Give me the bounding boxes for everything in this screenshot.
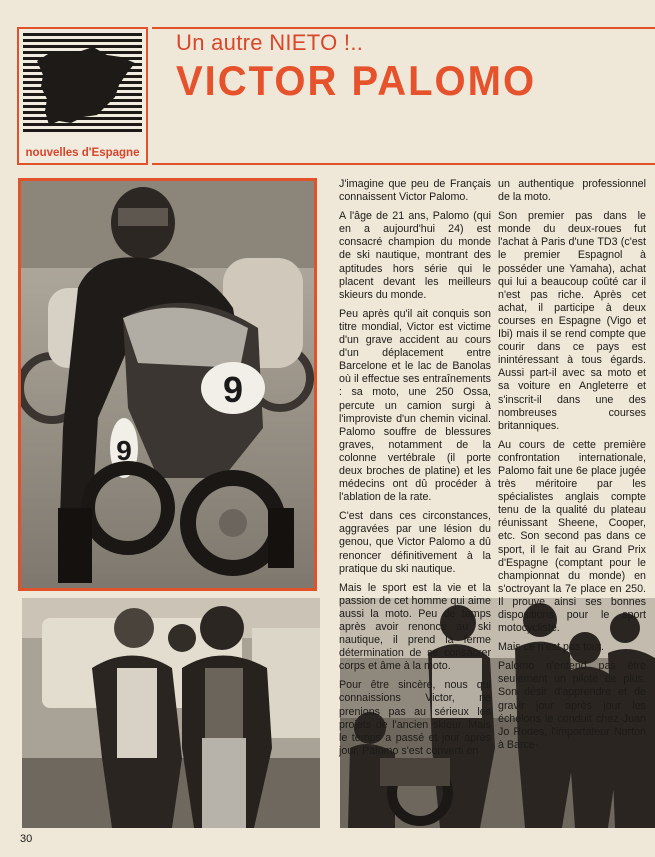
article-column-1 — [339, 178, 491, 764]
race-number-plate: 9 — [222, 369, 244, 410]
paragraph: Palomo n'entend pas être seulement un pilote de plus. Son désir d'apprendre et de gravir jour après jour les échelons le conduit chez Juan Jo Rodes, l'importateur Norton à Barce- — [498, 660, 646, 751]
paragraph: Mais le sport est la vie et la passion de cet homme qui aime aussi la moto. Peu de temps après avoir renoncé au ski nautique, il prend la ferme détermination de se consacrer corps et âme à la moto. — [339, 581, 491, 673]
section-logo — [17, 27, 148, 165]
logo-stripes — [23, 33, 142, 135]
article-kicker: Un autre NIETO !.. — [176, 30, 364, 55]
paragraph: Son premier pas dans le monde du deux-roues fut l'achat à Paris d'une TD3 (c'est le premier Espagnol à posséder une Yamaha), achat qui lui a beaucoup coûté car il n'est pas riche. Après cet achat, il participe à deux courses en Espagne (Vigo et Ibi) mais il se rend compte que courir dans ce pays est inintéressant à tous égards. Aussi part-il avec sa moto et sa voiture en Angleterre et s'inscrit-il dans une des nombreuses courses britanniques. — [498, 210, 646, 432]
paragraph: C'est dans ces circonstances, aggravées par une lésion du genou, que Victor Palomo a dû renoncer définitivement à la pratique du ski nautique. — [339, 510, 491, 575]
paragraph: A l'âge de 21 ans, Palomo (qui en a aujourd'hui 24) est consacré champion du monde de ski nautique, montrant des aptitudes hors série qui le placent devant les meilleurs skieurs du monde. — [339, 210, 491, 301]
paragraph: Au cours de cette première confrontation internationale, Palomo fait une 6e place jugée très méritoire par les spécialistes anglais compte tenu de la qualité du plateau réunissant Sheene, Cooper, etc. Son second pas dans ce sport, il le fait au Grand Prix d'Espagne (comptant pour le championnat du monde) en s'octroyant la 7e place en 250. Il prouve ainsi ses bonnes dispositions pour le sport motocycliste. — [498, 438, 646, 635]
header-rule-bottom — [152, 163, 655, 165]
paragraph: Pour être sincère, nous qui connaissions Victor, ne prenions pas au sérieux les projets de l'ancien skieur. Mais le temps a passé et jour après jour, Palomo s'est converti en — [339, 679, 491, 757]
page-number: 30 — [20, 833, 33, 845]
article-title: VICTOR PALOMO — [176, 58, 537, 105]
race-number-side: 9 — [116, 435, 132, 466]
paragraph: Peu après qu'il ait conquis son titre mondial, Victor est victime d'un grave accident au cours d'un déplacement entre Barcelone et le lac de Banolas où il effectue ses entraînements : sa moto, une 250 Ossa, percute un camion surgi à l'improviste d'un chemin vicinal. Palomo souffre de blessures graves, notamment de la colonne vertébrale (il porte deux broches de platine) et les médecins ont dû procéder à l'ablation de la rate. — [339, 307, 491, 504]
paragraph: J'imagine que peu de Français connaissent Victor Palomo. — [339, 178, 491, 204]
section-label: nouvelles d'Espagne — [25, 147, 140, 159]
spain-map-icon — [23, 33, 142, 135]
paragraph: Mais ce n'est pas tout. — [498, 641, 604, 654]
paragraph: un authentique professionnel de la moto. — [498, 178, 646, 204]
header-rule-top — [152, 27, 655, 29]
photo-frame — [18, 178, 317, 591]
photo-two-men — [22, 598, 320, 828]
article-column-2 — [498, 178, 646, 758]
